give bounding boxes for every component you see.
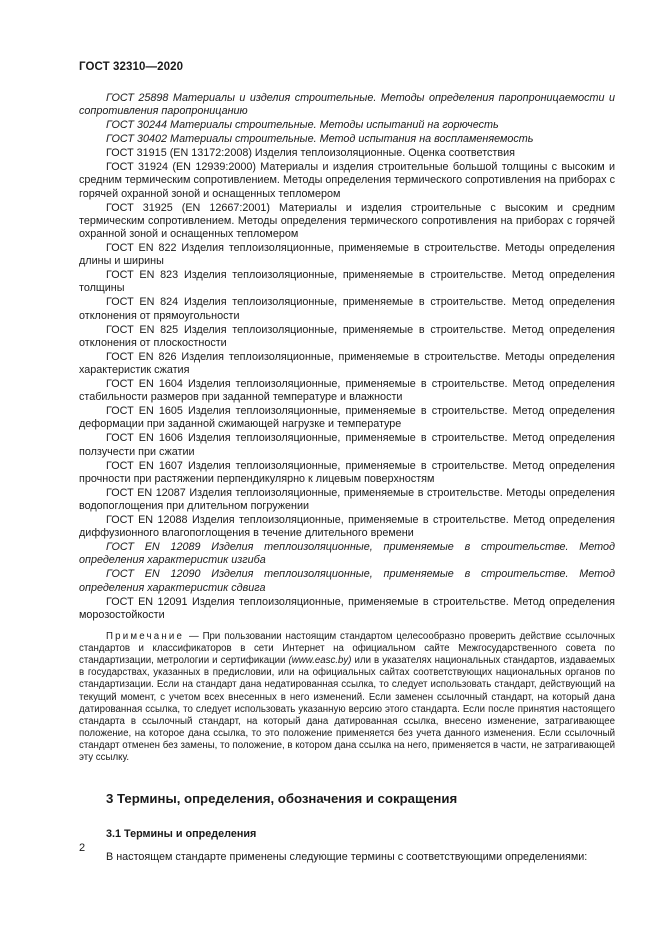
reference-item: ГОСТ EN 822 Изделия теплоизоляционные, применяемые в строительстве. Методы определения длины и ширины [79,242,615,268]
note-text-start: При пользовании настоящим стандартом целесообразно проверить действие ссылочных стандартов и классификаторов в сети Интернет на официальном сайте Межгосударственного совета по стандартизации, метрологии и сертификации [79,631,615,667]
reference-item: ГОСТ 30244 Материалы строительные. Методы испытаний на горючесть [106,119,499,132]
reference-item: ГОСТ EN 1606 Изделия теплоизоляционные, применяемые в строительстве. Метод определения ползучести при сжатии [79,432,615,458]
reference-item: ГОСТ 31915 (EN 13172:2008) Изделия теплоизоляционные. Оценка соответствия [106,147,515,160]
reference-item: ГОСТ EN 826 Изделия теплоизоляционные, применяемые в строительстве. Методы определения характеристик сжатия [79,350,615,377]
subsection-heading: 3.1 Термины и определения [106,828,257,841]
intro-paragraph: В настоящем стандарте применены следующие термины с соответствующими определениями: [106,851,588,864]
document-body [79,92,615,864]
reference-item: ГОСТ EN 12089 Изделия теплоизоляционные, применяемые в строительстве. Метод определения характеристик изгиба [79,541,615,567]
reference-item: ГОСТ EN 12088 Изделия теплоизоляционные, применяемые в строительстве. Метод определения диффузионного влагопоглощения в течение длительного времени [79,514,615,540]
reference-item: ГОСТ 25898 Материалы и изделия строительные. Методы определения паропроницаемости и сопротивления паропроницанию [79,92,615,118]
reference-item: ГОСТ EN 12090 Изделия теплоизоляционные, применяемые в строительстве. Метод определения характеристик сдвига [79,568,615,594]
reference-item: ГОСТ 31925 (EN 12667:2001) Материалы и изделия строительные с высоким и средним термическим сопротивлением. Методы определения термического сопротивления на приборах с горячей охранной зоной и оснащенных тепломером [79,201,615,241]
page-number: 2 [79,842,86,854]
reference-item: ГОСТ EN 825 Изделия теплоизоляционные, применяемые в строительстве. Метод определения отклонения от плоскостности [79,323,615,349]
section-heading: 3 Термины, определения, обозначения и сокращения [106,791,458,807]
note-paragraph [79,631,615,764]
reference-item: ГОСТ EN 12087 Изделия теплоизоляционные, применяемые в строительстве. Методы определения водопоглощения при длительном погружении [79,486,615,513]
page-header: ГОСТ 32310—2020 [79,61,184,73]
note-url: (www.easc.by) [288,655,352,667]
note-label: Примечание [106,631,185,643]
note-dash: — [185,631,203,643]
reference-item: ГОСТ EN 1607 Изделия теплоизоляционные, применяемые в строительстве. Метод определения прочности при растяжении перпендикулярно к лицевым поверхностям [79,459,615,485]
reference-item: ГОСТ EN 1605 Изделия теплоизоляционные, применяемые в строительстве. Метод определения деформации при заданной сжимающей нагрузке и температуре [79,405,615,431]
reference-item: ГОСТ 30402 Материалы строительные. Метод испытания на воспламеняемость [106,133,534,146]
reference-item: ГОСТ EN 12091 Изделия теплоизоляционные, применяемые в строительстве. Метод определения морозостойкости [79,595,615,621]
reference-item: ГОСТ 31924 (EN 12939:2000) Материалы и изделия строительные большой толщины с высоким и средним термическим сопротивлением. Методы определения термического сопротивления на приборах с горячей охранной зоной и оснащенных тепломером [79,161,615,200]
reference-item: ГОСТ EN 1604 Изделия теплоизоляционные, применяемые в строительстве. Метод определения стабильности размеров при заданной температуре и влажности [79,378,615,404]
note-text-end: или в указателях национальных стандартов, издаваемых в государствах, указанных в предисловии, или на официальных сайтах соответствующих национальных органов по стандартизации. Если на стандарт дана недатированная ссылка, то следует использовать стандарт, действующий на текущий момент, с учетом всех внесенных в него изменений. Если заменен ссылочный стандарт, на который дана датированная ссылка, то следует использовать указанную версию этого стандарта. Если после принятия настоящего стандарта в ссылочный стандарт, на который дана датированная ссылка, внесено изменение, затрагивающее положение, на которое дана ссылка, то это положение применяется без учета данного изменения. Если ссылочный стандарт отменен без замены, то положение, в котором дана ссылка на него, применяется в части, не затрагивающей эту ссылку. [79,655,615,763]
normative-references-list [79,92,615,622]
reference-item: ГОСТ EN 823 Изделия теплоизоляционные, применяемые в строительстве. Метод определения толщины [79,269,615,295]
reference-item: ГОСТ EN 824 Изделия теплоизоляционные, применяемые в строительстве. Метод определения отклонения от прямоугольности [79,296,615,322]
